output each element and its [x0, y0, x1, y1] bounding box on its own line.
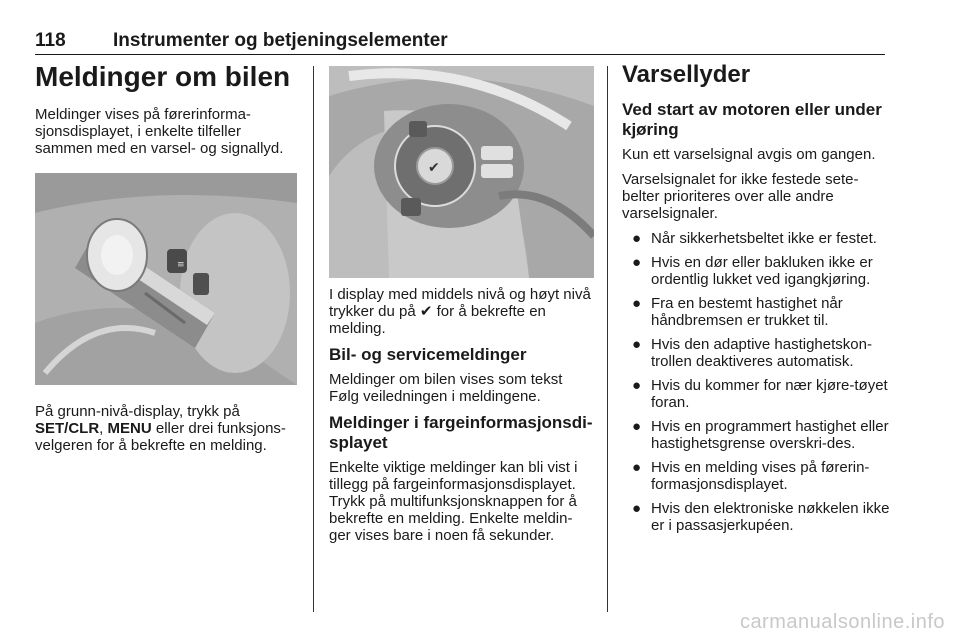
list-item: ● Hvis en programmert hastighet eller hastighetsgrense overskri-des. — [632, 418, 889, 452]
color-display-heading: Meldinger i fargeinformasjonsdi-splayet — [329, 413, 593, 452]
svg-text:✔: ✔ — [428, 160, 440, 176]
warning-sounds-title: Varsellyder — [622, 61, 751, 88]
bullet-icon: ● — [632, 418, 642, 435]
bullet-icon: ● — [632, 377, 642, 394]
list-item: ● Hvis en melding vises på førerin-formasjonsdisplayet. — [632, 459, 870, 493]
column-1 — [35, 60, 301, 165]
bullet-icon: ● — [632, 254, 642, 271]
bullet-icon: ● — [632, 230, 642, 247]
caption-prefix: På grunn-nivå-display, trykk på — [35, 403, 240, 420]
confirm-text-a: I display med middels nivå og høyt nivå trykker du på — [329, 286, 591, 320]
bullet-icon: ● — [632, 336, 642, 353]
page-number: 118 — [35, 30, 66, 51]
color-display-paragraph: Enkelte viktige meldinger kan bli vist i tillegg på fargeinformasjonsdisplayet. Trykk på multifunksjonsknappen for å bekrefte en melding. Enkelte meldin-ger vises bare i noen få sekunder. — [329, 459, 578, 544]
caption-separator: , — [99, 420, 104, 437]
list-item: ● Hvis den elektroniske nøkkelen ikke er i passasjerkupéen. — [632, 500, 890, 534]
menu-label: MENU — [107, 420, 152, 437]
svg-text:≡: ≡ — [177, 260, 185, 270]
column-3 — [622, 60, 890, 541]
list-item: ● Hvis du kommer for nær kjøre-tøyet foran. — [632, 377, 888, 411]
intro-paragraph: Meldinger vises på førerinforma-sjonsdisplayet, i enkelte tilfeller sammen med en varsel- og signallyd. — [35, 106, 284, 157]
chapter-title: Instrumenter og betjeningselementer — [113, 30, 448, 51]
caption-suffix: eller drei funksjons-velgeren for å bekrefte en melding. — [35, 420, 286, 454]
warning-paragraph-1: Kun ett varselsignal avgis om gangen. — [622, 146, 876, 163]
list-item: ● Hvis den adaptive hastighetskon-trollen deaktiveres automatisk. — [632, 336, 872, 370]
watermark: carmanualsonline.info — [739, 611, 945, 633]
bullet-icon: ● — [632, 500, 642, 517]
warning-sounds-subtitle: Ved start av motoren eller under kjøring — [622, 100, 882, 139]
confirm-text-b: for å bekrefte en melding. — [329, 303, 546, 337]
bullet-icon: ● — [632, 295, 642, 312]
warning-paragraph-2: Varselsignalet for ikke festede sete-belter prioriteres over alle andre varselsignaler. — [622, 171, 859, 222]
setclr-label: SET/CLR — [35, 420, 100, 437]
page-header — [35, 28, 885, 55]
list-item: ● Hvis en dør eller bakluken ikke er ordentlig lukket ved igangkjøring. — [632, 254, 873, 288]
caption-1 — [35, 403, 301, 462]
warning-list — [622, 230, 890, 534]
list-item: ● Når sikkerhetsbeltet ikke er festet. — [632, 230, 877, 247]
service-heading: Bil- og servicemeldinger — [329, 345, 527, 364]
stalk-illustration — [35, 173, 297, 385]
steering-wheel-drawing — [329, 66, 594, 278]
column-divider-1 — [313, 66, 314, 612]
stalk-drawing — [35, 173, 297, 385]
column-divider-2 — [607, 66, 608, 612]
column-2 — [329, 286, 594, 552]
confirm-paragraph — [329, 286, 594, 337]
steering-wheel-illustration — [329, 66, 594, 278]
section-title: Meldinger om bilen — [35, 61, 291, 92]
list-item: ● Fra en bestemt hastighet når håndbremsen er trukket til. — [632, 295, 843, 329]
check-icon: ✔ — [419, 303, 433, 320]
bullet-icon: ● — [632, 459, 642, 476]
service-paragraph: Meldinger om bilen vises som tekst Følg veiledningen i meldingene. — [329, 371, 563, 405]
